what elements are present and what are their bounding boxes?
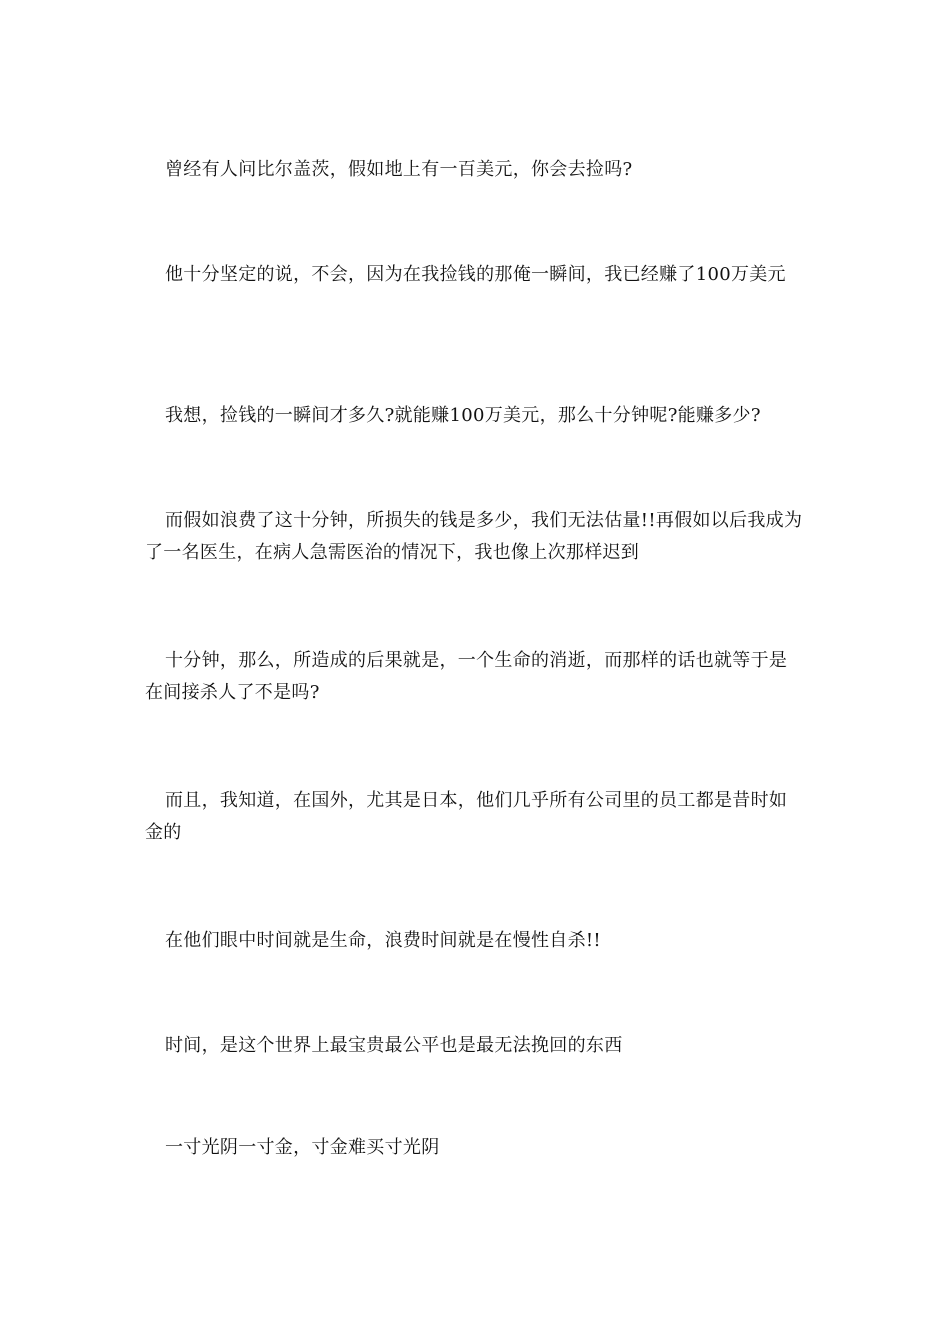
paragraph-7: 在他们眼中时间就是生命，浪费时间就是在慢性自杀!!: [165, 930, 601, 951]
paragraph-5: 十分钟，那么，所造成的后果就是，一个生命的消逝，而那样的话也就等于是在间接杀人了不是吗?: [145, 650, 788, 703]
paragraph-2: 他十分坚定的说，不会，因为在我捡钱的那俺一瞬间，我已经赚了100万美元: [165, 264, 786, 285]
paragraph-3: 我想，捡钱的一瞬间才多久?就能赚100万美元，那么十分钟呢?能赚多少?: [165, 405, 761, 426]
paragraph-8: 时间，是这个世界上最宝贵最公平也是最无法挽回的东西: [165, 1035, 623, 1056]
paragraph-4: 而假如浪费了这十分钟，所损失的钱是多少，我们无法估量!!再假如以后我成为了一名医生，在病人急需医治的情况下，我也像上次那样迟到: [145, 510, 803, 563]
paragraph-1: 曾经有人问比尔盖茨，假如地上有一百美元，你会去捡吗?: [165, 159, 633, 180]
paragraph-6: 而且，我知道，在国外，尤其是日本，他们几乎所有公司里的员工都是昔时如金的: [145, 790, 788, 843]
paragraph-9: 一寸光阴一寸金，寸金难买寸光阴: [165, 1137, 440, 1158]
